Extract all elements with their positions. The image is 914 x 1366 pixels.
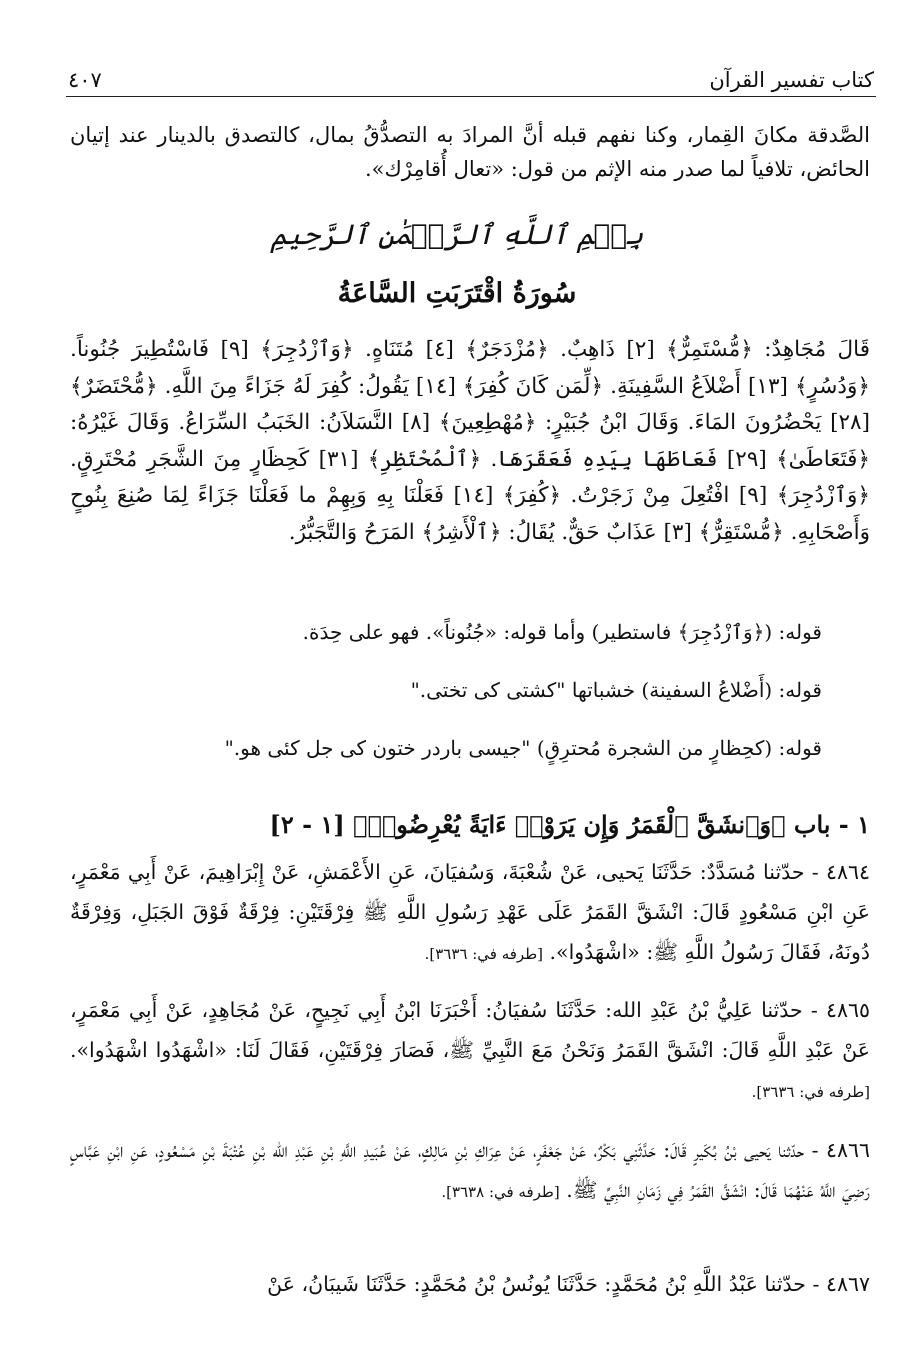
hadith-text: حدّثنا عَبْدُ اللَّهِ بْنُ مُحَمَّدٍ: حَدَّثَنَا يُونُسُ بْنُ مُحَمَّدٍ: حَدَّثَنَا شَيبَانُ، عَنْ [267,1272,806,1296]
basmala: بِسۡمِ ٱللَّهِ ٱلرَّحۡمَٰنِ ٱلرَّحِيمِ [270,218,644,251]
hadith-entry: ٤٨٦٧ - حدّثنا عَبْدُ اللَّهِ بْنُ مُحَمَّدٍ: حَدَّثَنَا يُونُسُ بْنُ مُحَمَّدٍ: حَدَّثَنَا شَيبَانُ، عَنْ [267,1272,870,1296]
intro-paragraph: الصَّدقة مكانَ القِمار، وكنا نفهم قبله أنَّ المرادَ به التصدُّقُ بمال، كالتصدق بالدينار عند إتيان الحائض، تلافياً لما صدر منه الإثم من قول: «تعال أُقامِرْك». [70,123,870,181]
running-title: كتاب تفسير القرآن [709,68,874,92]
note-line: قوله: (﴿وَٱزْدُجِرَ﴾ فاستطير) وأما قوله: «جُنُوناً». فهو على حِدَة. [302,620,822,644]
hadith-text: حدّثنا يَحيى بْنُ بُكَيرٍ قَالَ: حَدَّثَنِي بَكْرٌ، عَنْ جَعْفَرٍ، عَنْ عِرَاكِ بْنِ مَالِكٍ، عَنْ عُبَيدِ اللَّهِ بْنِ عَبْدِ الله بْنِ عُتْبَةَ بْنِ مَسْعُودٍ، عَنِ ابْنِ عَبَّاسٍ رَضِيَ اللَّهُ عَنْهُمَا قَالَ: انْشَقَّ القَمَرُ فِي زَمَانِ النَّبِيِّ ﷺ. [70,1138,870,1202]
hadith-text: حدّثنا مُسَدَّدٌ: حَدَّثَنَا يَحيى، عَنْ شُعْبَةَ، وَسُفيَانَ، عَنِ الأَعْمَشِ، عَنْ إِبْرَاهِيمَ، عَنْ أَبِي مَعْمَرٍ، عَنِ ابْنِ مَسْعُودٍ قَالَ: انْشَقَّ القَمَرُ عَلَى عَهْدِ رَسُولِ اللَّهِ ﷺ فِرْقَتَيْنِ: فِرْقَةٌ فَوْقَ الجَبَلِ، وَفِرْقَةٌ دُونَهُ، فَقَالَ رَسُولُ اللَّهِ ﷺ: «اشْهَدُوا». [70,860,870,964]
chapter-heading: ١ - باب ﴿وَٱنشَقَّ ٱلْقَمَرُ وَإِن يَرَوْا۟ ءَايَةً يُعْرِضُوا۟﴾ [١ - ٢] [269,810,870,839]
cross-reference: [طرفه في: ٣٦٣٨]. [441,1183,560,1201]
cross-reference: [طرفه في: ٣٦٣٦]. [424,945,543,963]
cross-reference: [طرفه في: ٣٦٣٦]. [751,1083,870,1101]
hadith-number: ٤٨٦٦ [825,1138,871,1162]
surah-title: سُورَةُ اقْتَرَبَتِ السَّاعَةُ [337,278,577,309]
note-line: قوله: (أَضْلاعُ السفينة) خشباتها "كشتى كى تختى." [410,678,822,702]
hadith-entry: ٤٨٦٥ - حدّثنا عَلِيُّ بْنُ عَبْدِ الله: حَدَّثَنَا سُفيَانُ: أَخْبَرَنَا ابْنُ أَبِي نَجِيحٍ، عَنْ مُجَاهِدٍ، عَنْ أَبِي مَعْمَرٍ، عَنْ عَبْدِ اللَّهِ قَالَ: انْشَقَّ القَمَرُ وَنَحْنُ مَعَ النَّبِيِّ ﷺ، فَصَارَ فِرْقَتَيْنِ، فَقَالَ لَنَا: «اشْهَدُوا اشْهَدُوا». [طرفه في: ٣٦٣٦]. [70,998,870,1101]
page-header [68,58,874,92]
header-divider [66,96,876,97]
hadith-entry: ٤٨٦٦ - حدّثنا يَحيى بْنُ بُكَيرٍ قَالَ: حَدَّثَنِي بَكْرٌ، عَنْ جَعْفَرٍ، عَنْ عِرَاكِ بْنِ مَالِكٍ، عَنْ عُبَيدِ اللَّهِ بْنِ عَبْدِ الله بْنِ عُتْبَةَ بْنِ مَسْعُودٍ، عَنِ ابْنِ عَبَّاسٍ رَضِيَ اللَّهُ عَنْهُمَا قَالَ: انْشَقَّ القَمَرُ فِي زَمَانِ النَّبِيِّ ﷺ. [طرفه في: ٣٦٣٨]. [70,1138,871,1202]
hadith-number: ٤٨٦٧ [825,1272,870,1296]
hadith-text: حدّثنا عَلِيُّ بْنُ عَبْدِ الله: حَدَّثَنَا سُفيَانُ: أَخْبَرَنَا ابْنُ أَبِي نَجِيحٍ، عَنْ مُجَاهِدٍ، عَنْ أَبِي مَعْمَرٍ، عَنْ عَبْدِ اللَّهِ قَالَ: انْشَقَّ القَمَرُ وَنَحْنُ مَعَ النَّبِيِّ ﷺ، فَصَارَ فِرْقَتَيْنِ، فَقَالَ لَنَا: «اشْهَدُوا اشْهَدُوا». [70,998,870,1062]
page-number: ٤٠٧ [68,68,102,92]
hadith-number: ٤٨٦٥ [825,998,870,1022]
note-line: قوله: (كحِظارٍ من الشجرة مُحترِقٍ) "جيسى باردر ختون كى جل كئى هو." [224,736,822,760]
hadith-number: ٤٨٦٤ [825,860,870,884]
commentary-paragraph: قَالَ مُجَاهِدٌ: ﴿مُّسْتَمِرٌّ﴾ [٢] ذَاهِبٌ. ﴿مُزْدَجَرٌ﴾ [٤] مُتَنَاهٍ. ﴿وَٱزْدُجِرَ﴾ [٩] فَاسْتُطِيرَ جُنُوناً. ﴿وَدُسُرٍ﴾ [١٣] أَضْلاَعُ السَّفِينَةِ. ﴿لِّمَن كَانَ كُفِرَ﴾ [١٤] يَقُولُ: كُفِرَ لَهُ جَزَاءً مِنَ اللَّهِ. ﴿مُّحْتَضَرٌ﴾ [٢٨] يَحْضُرُونَ المَاءَ. وَقَالَ ابْنُ جُبَيْرٍ: ﴿مُهْطِعِينَ﴾ [٨] النَّسَلاَنُ: الخَبَبُ السِّرَاعُ. وَقَالَ غَيْرُهُ: ﴿فَتَعَاطَىٰ﴾ [٢٩] فَعَاطَهَا بِيَدِهِ فَعَقَرَهَا. ﴿ٱلْمُحْتَظِرِ﴾ [٣١] كَحِظَارٍ مِنَ الشَّجَرِ مُحْتَرِقٍ. ﴿وَٱزْدُجِرَ﴾ [٩] افْتُعِلَ مِنْ زَجَرْتُ. ﴿كُفِرَ﴾ [١٤] فَعَلْنَا بِهِ وَبِهِمْ ما فَعَلْنَا جَزَاءً لِمَا صُنِعَ بِنُوحٍ وَأَصْحَابِهِ. ﴿مُّسْتَقِرٌّ﴾ [٣] عَذَابٌ حَقٌّ. يُقَالُ: ﴿ٱلْأَشِرُ﴾ المَرَحُ وَالتَّجَبُّرُ. [70,337,871,545]
hadith-entry: ٤٨٦٤ - حدّثنا مُسَدَّدٌ: حَدَّثَنَا يَحيى، عَنْ شُعْبَةَ، وَسُفيَانَ، عَنِ الأَعْمَشِ، عَنْ إِبْرَاهِيمَ، عَنْ أَبِي مَعْمَرٍ، عَنِ ابْنِ مَسْعُودٍ قَالَ: انْشَقَّ القَمَرُ عَلَى عَهْدِ رَسُولِ اللَّهِ ﷺ فِرْقَتَيْنِ: فِرْقَةٌ فَوْقَ الجَبَلِ، وَفِرْقَةٌ دُونَهُ، فَقَالَ رَسُولُ اللَّهِ ﷺ: «اشْهَدُوا». [طرفه في: ٣٦٣٦]. [70,860,870,964]
